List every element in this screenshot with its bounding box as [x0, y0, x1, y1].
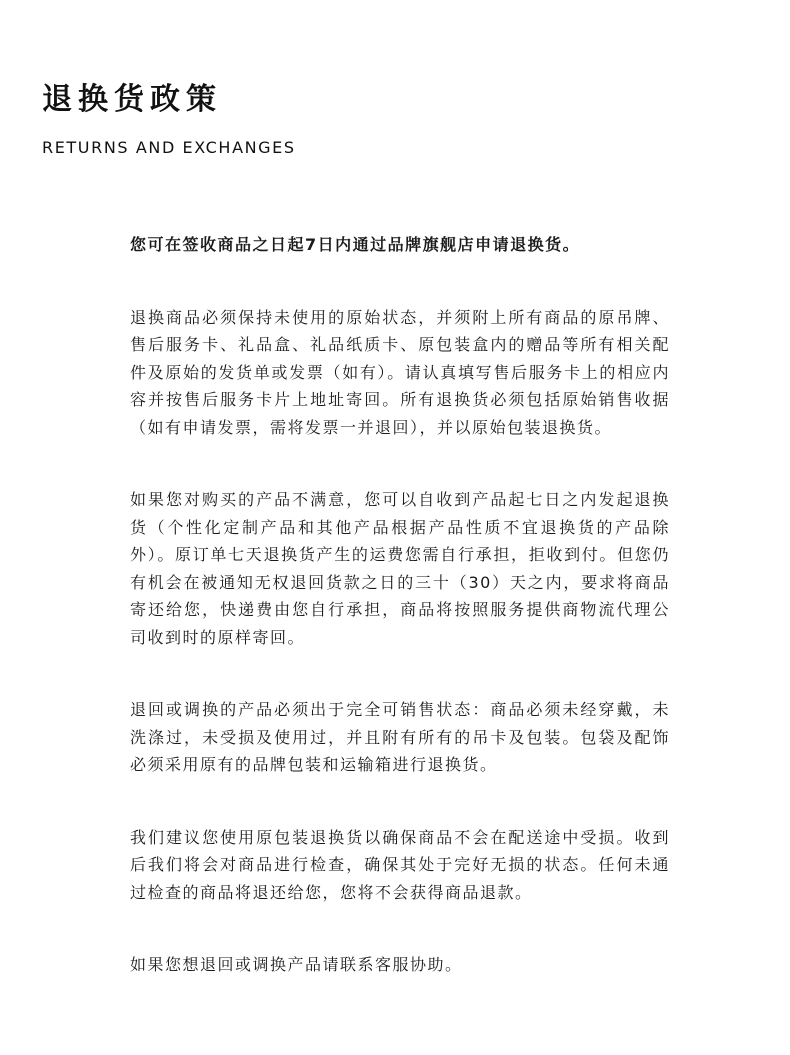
policy-paragraph-saleable-state: 退回或调换的产品必须出于完全可销售状态：商品必须未经穿戴，未洗涤过，未受损及使用过，并且附有所有的吊卡及包装。包袋及配饰必须采用原有的品牌包装和运输箱进行退换货。 — [130, 700, 670, 774]
policy-paragraph-contact: 如果您想退回或调换产品请联系客服协助。 — [130, 955, 463, 974]
policy-paragraph-dissatisfaction: 如果您对购买的产品不满意，您可以自收到产品起七日之内发起退换货（个性化定制产品和其他产品根据产品性质不宜退换货的产品除外）。原订单七天退换货产生的运费您需自行承担，拒收到付。但您仍有机会在被通知无权退回货款之日的三十（30）天之内，要求将商品寄还给您，快递费由您自行承担，商品将按照服务提供商物流代理公司收到时的原样寄回。 — [130, 490, 670, 647]
policy-paragraph-return-window: 您可在签收商品之日起7日内通过品牌旗舰店申请退换货。 — [130, 235, 581, 254]
policy-paragraph-condition: 退换商品必须保持未使用的原始状态，并须附上所有商品的原吊牌、售后服务卡、礼品盒、礼品纸质卡、原包装盒内的赠品等所有相关配件及原始的发货单或发票（如有）。请认真填写售后服务卡上的相应内容并按售后服务卡片上地址寄回。所有退换货必须包括原始销售收据（如有申请发票，需将发票一并退回），并以原始包装退换货。 — [130, 307, 670, 437]
page-title: 退换货政策 — [42, 82, 222, 117]
policy-body — [130, 231, 670, 1024]
policy-paragraph-inspection: 我们建议您使用原包装退换货以确保商品不会在配送途中受损。收到后我们将会对商品进行检查，确保其处于完好无损的状态。任何未通过检查的商品将退还给您，您将不会获得商品退款。 — [130, 827, 670, 902]
page-subtitle: RETURNS AND EXCHANGES — [42, 138, 296, 157]
